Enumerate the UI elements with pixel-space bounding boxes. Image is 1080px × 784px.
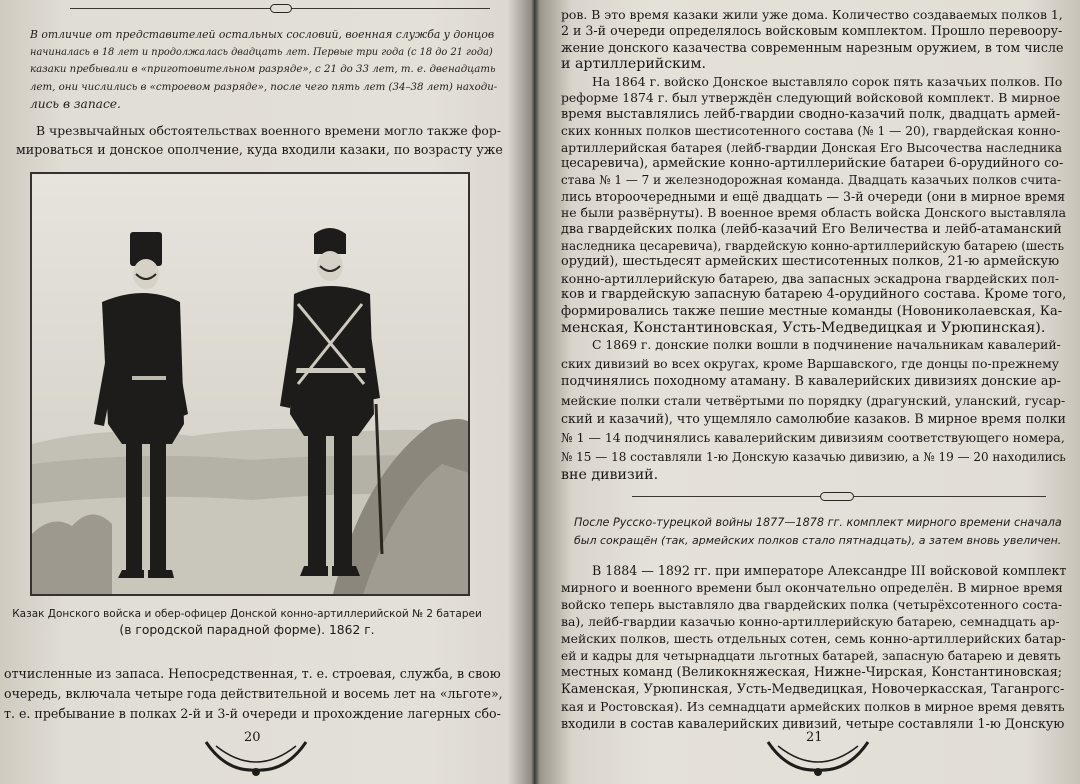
paragraph-line: мироваться и донское ополчение, куда входили казаки, по возрасту уже [16,142,503,157]
paragraph-line: ров. В это время казаки жили уже дома. Количество создаваемых полков 1, [561,7,1063,22]
paragraph-line: реформе 1874 г. был утверждён следующий войсковой комплект. В мирное [561,90,1061,106]
paragraph-line: наследника цесаревича), гвардейскую конно-артиллерийскую батарею (шесть [561,239,1065,253]
paragraph-line: т. е. пребывание в полках 2-й и 3-й очереди и прохождение лагерных сбо- [4,706,501,721]
paragraph-line: два гвардейских полка (лейб-казачий Его Величества и лейб-атаманский [561,221,1062,237]
italic-intro-line: лись в запасе. [30,97,121,111]
paragraph-line: местных команд (Великокняжеская, Нижне-Чирская, Константиновская; [561,665,1063,680]
italic-intro-line: В отличие от представителей остальных сословий, военная служба у донцов [30,28,495,41]
paragraph-line: кая и Ростовская). Из семнадцати армейских полков в мирное время девять [561,699,1065,714]
paragraph-line: жение донского казачества современным нарезным оружием, в том числе [561,39,1064,55]
paragraph-line: мейских полков, шесть отдельных сотен, семь конно-артиллерийских батар- [561,631,1066,646]
italic-intro-line: казаки пребывали в «приготовительном разряде», с 21 до 33 лет, т. е. двенадцать [30,64,496,75]
top-ornament-rule [70,0,490,16]
italic-note-line: был сокращён (так, армейских полков стало пятнадцать), а затем вновь увеличен. [574,534,1062,547]
paragraph-line: ских конных полков шестисотенного состава (№ 1 — 20), гвардейская конно- [561,124,1061,139]
page-number-left: 20 [244,730,261,745]
caption-line: (в городской парадной форме). 1862 г. [119,623,375,637]
caption-line: Казак Донского войска и обер-офицер Донской конно-артиллерийской № 2 батареи [12,608,482,620]
italic-intro-line: лет, они числились в «строевом разряде», после чего пять лет (34–38 лет) находи- [30,81,498,93]
paragraph-line: орудий), шестьдесят армейских шестисотенных полков, 21-ю армейскую [561,254,1060,270]
engraving-image [32,174,470,596]
italic-intro [30,26,500,114]
paragraph-line: № 1 — 14 подчинялись кавалерийским дивизиям соответствующего номера, [561,430,1065,445]
paragraph-line: не были развёрнуты). В военное время область войска Донского выставляла [561,205,1067,221]
page-number-right: 21 [806,730,823,745]
paragraph-line: менская, Константиновская, Усть-Медведицкая и Урюпинская). [561,320,1046,336]
paragraph-line: артиллерийская батарея (лейб-гвардии Донская Его Высочества наследника [561,140,1062,155]
paragraph-line: ей и кадры для четырнадцати льготных батарей, запасную батарею и девять [561,649,1061,663]
paragraph-line: лись второочередными и ещё двадцать — 3-й очереди (они в мирное время [561,188,1066,204]
paragraph-line: и артиллерийским. [561,56,707,73]
paragraph-line: става № 1 — 7 и железнодорожная команда. Двадцать казачьих полков счита- [561,173,1061,188]
paragraph-line: очередь, включала четыре года действительной и восемь лет на «льготе», [4,686,503,701]
illustration-cossacks [30,172,470,596]
italic-note-line: После Русско-турецкой войны 1877—1878 гг. комплект мирного времени сначала [574,516,1062,529]
paragraph-line: формировались также пешие местные команды (Новониколаевская, Ка- [561,303,1063,319]
paragraph-line: Каменская, Урюпинская, Усть-Медведицкая, Новочеркасская, Таганрогс- [561,682,1065,697]
paragraph-line: подчинялись походному атаману. В кавалерийских дивизиях донские ар- [561,374,1061,390]
paragraph-line: № 15 — 18 составляли 1-ю Донскую казачью дивизию, а № 19 — 20 находились [561,449,1066,464]
paragraph-line: В 1884 — 1892 гг. при императоре Александре III войсковой комплект [592,563,1067,578]
left-page [0,0,520,784]
paragraph-line: 2 и 3-й очереди определялось войсковым комплектом. Прошло перевоору- [561,23,1063,39]
paragraph-line: ва), лейб-гвардии казачью конно-артиллерийскую батарею, семнадцать ар- [561,614,1060,629]
illustration-caption [12,606,482,638]
paragraph-line: цесаревича), армейские конно-артиллерийские батареи 6-орудийного со- [561,156,1064,171]
paragraph-line: В чрезвычайных обстоятельствах военного времени могло также фор- [36,123,501,138]
paragraph-line: мирного и военного времени был окончательно определён. В мирное время [561,580,1063,595]
paragraph-line: входили в состав кавалерийских дивизий, четыре составляли 1-ю Донскую [561,716,1065,731]
paragraph-line: С 1869 г. донские полки вошли в подчинение начальникам кавалерий- [592,337,1061,352]
paragraph-line: отчисленные из запаса. Непосредственная, т. е. строевая, служба, в свою [4,666,501,681]
section-divider [632,492,1046,502]
paragraph-line: мейские полки стали четвёртыми по порядку (драгунский, уланский, гусар- [561,392,1066,408]
paragraph-line: На 1864 г. войско Донское выставляло сорок пять казачьих полков. По [592,74,1063,89]
paragraph-line: ских дивизий во всех округах, кроме Варшавского, где донцы по-прежнему [561,355,1060,371]
paragraph-line: ков и гвардейскую запасную батарею 4-орудийного состава. Кроме того, [561,287,1067,303]
paragraph-line: время выставлялись лейб-гвардии сводно-казачий полк, двадцать армей- [561,106,1061,122]
paragraph-line: конно-артиллерийскую батарею, два запасных эскадрона гвардейских пол- [561,270,1060,286]
italic-intro-line: начиналась в 18 лет и продолжалась двадцать лет. Первые три года (с 18 до 21 года) [30,46,493,58]
italic-note [574,514,1064,550]
paragraph-line: вне дивизий. [561,467,659,484]
paragraph-line: ский и казачий), что ущемляло самолюбие казаков. В мирное время полки [561,411,1066,427]
paragraph-line: войско теперь выставляло два гвардейских полка (четырёхсотенного соста- [561,597,1063,612]
